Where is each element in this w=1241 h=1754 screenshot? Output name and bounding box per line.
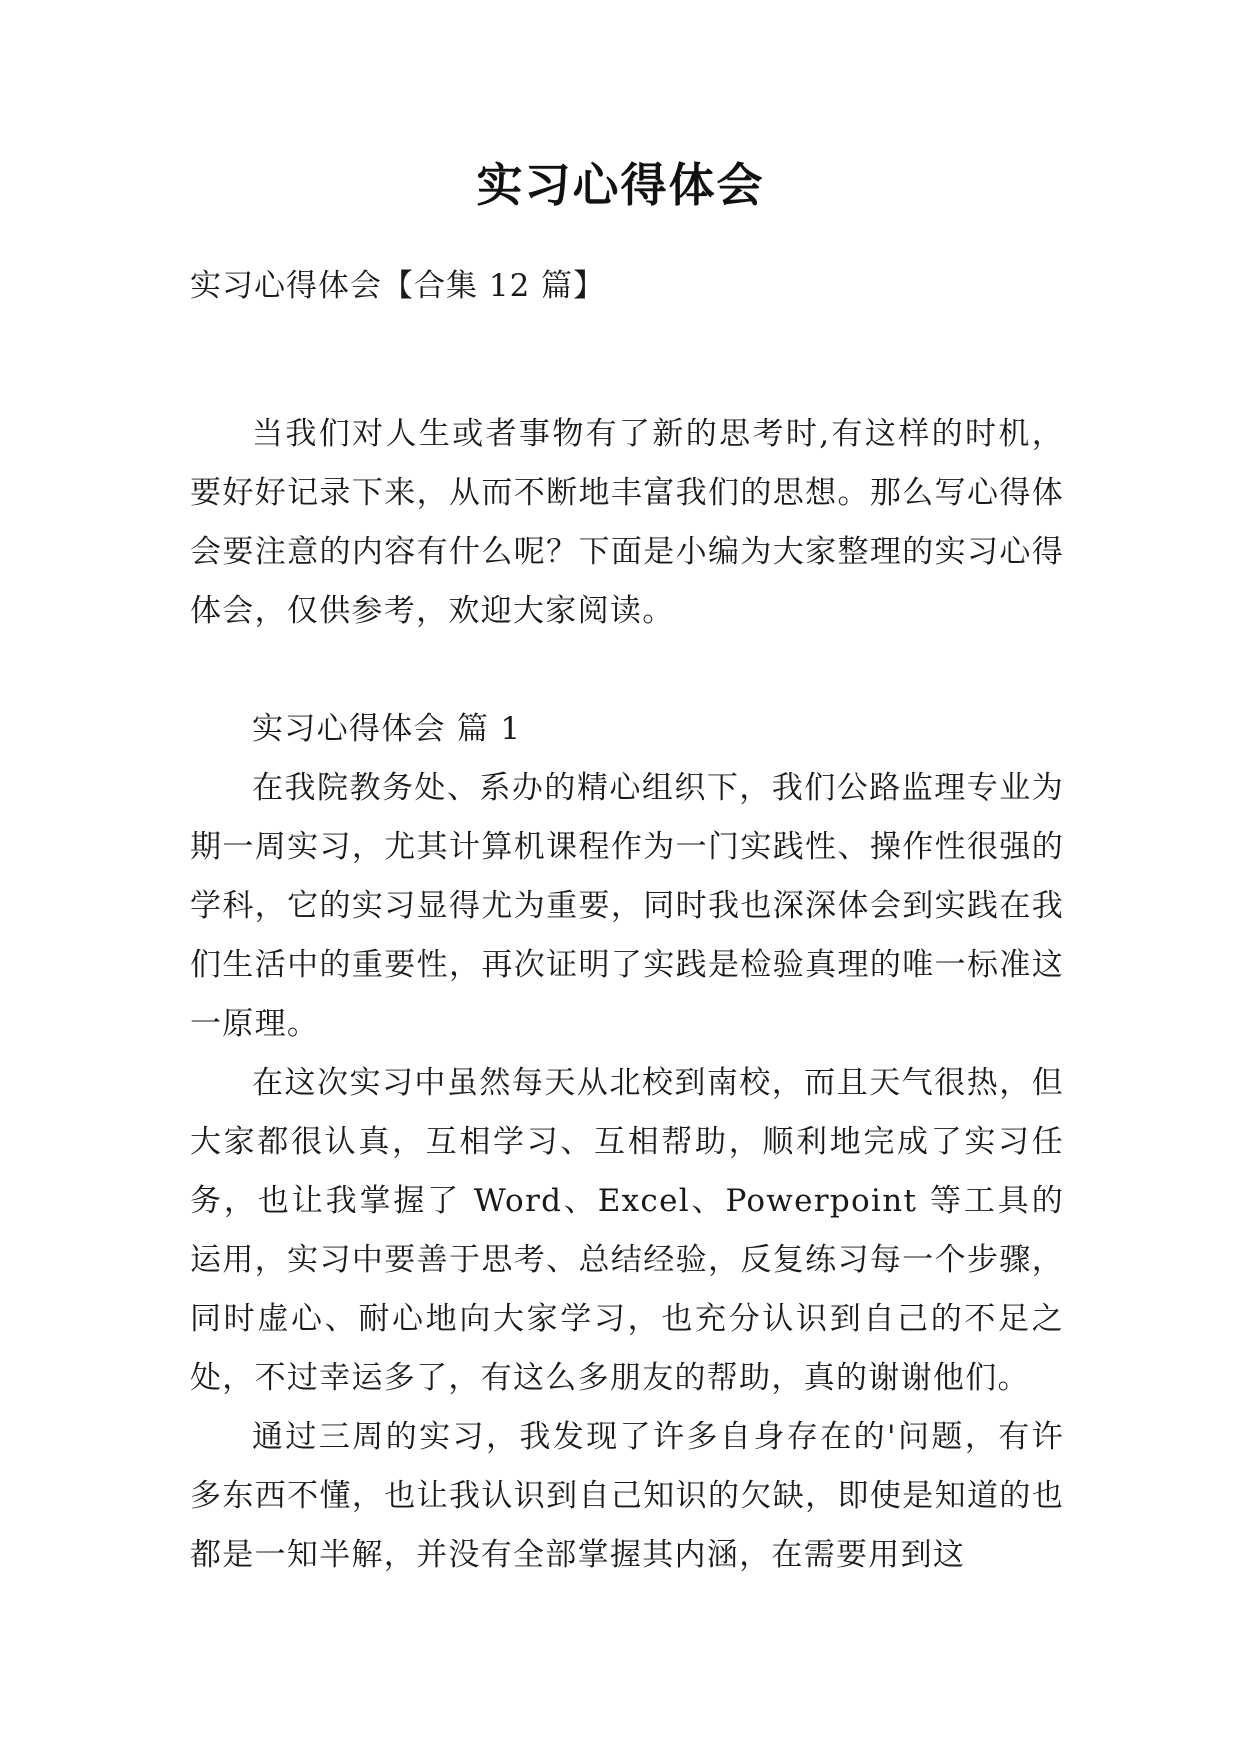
- document-body: [190, 405, 1064, 1585]
- section-heading: 实习心得体会 篇 1: [252, 711, 522, 747]
- body-paragraph: 在这次实习中虽然每天从北校到南校，而且天气很热，但大家都很认真，互相学习、互相帮助，顺利地完成了实习任务，也让我掌握了 Word、Excel、Powerpoint 等工具的运用，实习中要善于思考、总结经验，反复练习每一个步骤，同时虚心、耐心地向大家学习，也充分认识到自己的不足之处，不过幸运多了，有这么多朋友的帮助，真的谢谢他们。: [190, 1065, 1064, 1396]
- document-subtitle: 实习心得体会【合集 12 篇】: [190, 268, 606, 304]
- body-paragraph: 在我院教务处、系办的精心组织下，我们公路监理专业为期一周实习，尤其计算机课程作为一门实践性、操作性很强的学科，它的实习显得尤为重要，同时我也深深体会到实践在我们生活中的重要性，再次证明了实践是检验真理的唯一标准这一原理。: [190, 770, 1064, 1042]
- intro-paragraph: 当我们对人生或者事物有了新的思考时,有这样的时机，要好好记录下来，从而不断地丰富我们的思想。那么写心得体会要注意的内容有什么呢？下面是小编为大家整理的实习心得体会，仅供参考，欢迎大家阅读。: [190, 416, 1064, 629]
- body-paragraph: 通过三周的实习，我发现了许多自身存在的'问题，有许多东西不懂，也让我认识到自己知识的欠缺，即使是知道的也都是一知半解，并没有全部掌握其内涵，在需要用到这: [190, 1419, 1064, 1573]
- document-title: 实习心得体会: [476, 158, 765, 212]
